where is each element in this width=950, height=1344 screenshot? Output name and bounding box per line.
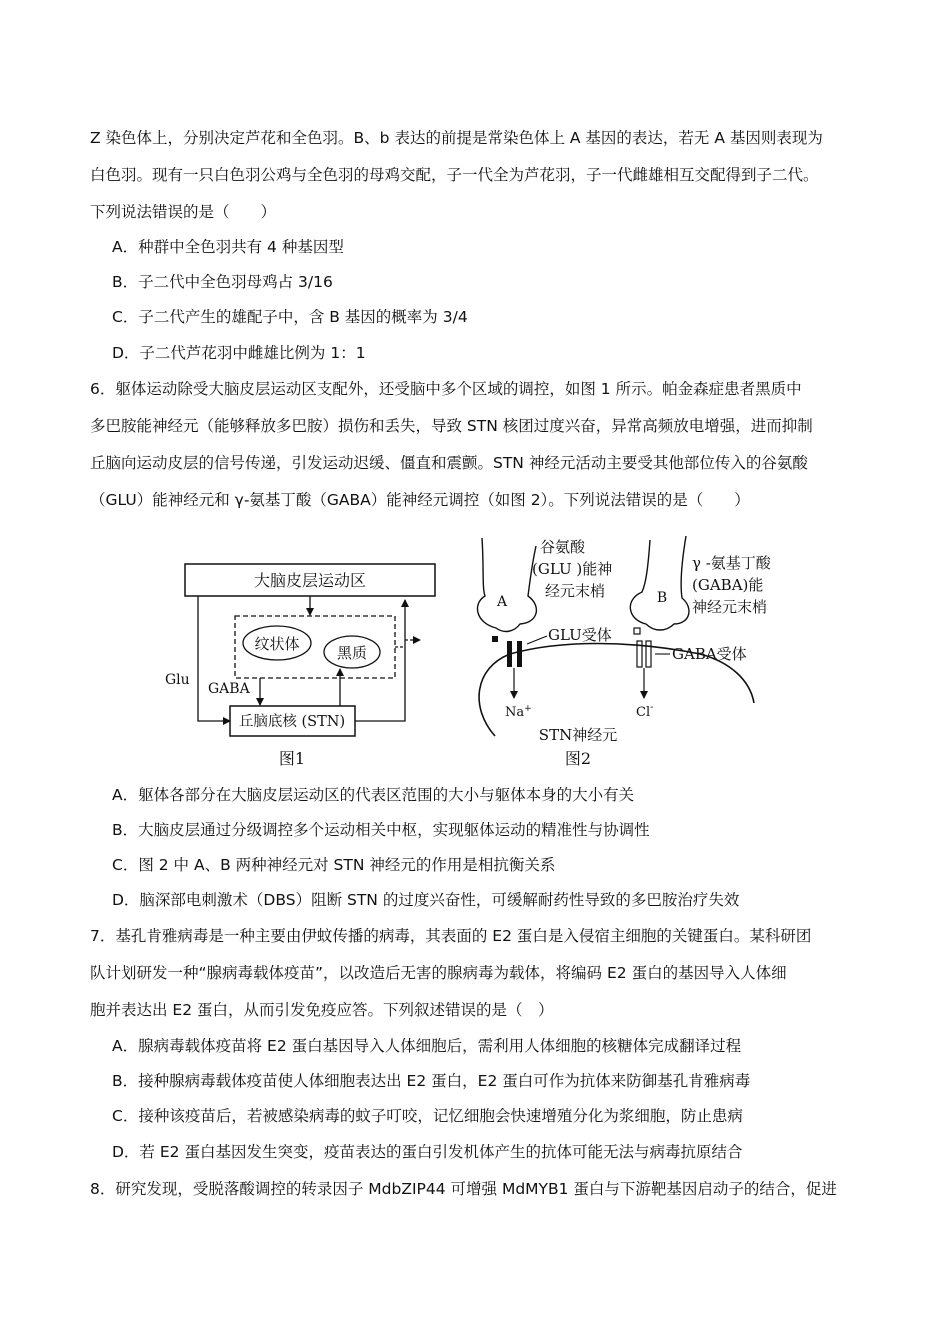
neuron-b-label: B — [656, 590, 668, 606]
q7-option-a: A．腺病毒载体疫苗将 E2 蛋白基因导入人体细胞后，需利用人体细胞的核糖体完成翻译过程 — [112, 1037, 742, 1055]
q5-option-c: C．子二代产生的雄配子中，含 B 基因的概率为 3/4 — [112, 308, 468, 326]
q7-option-d: D．若 E2 蛋白基因发生突变，疫苗表达的蛋白引发机体产生的抗体可能无法与病毒抗原结合 — [112, 1143, 743, 1161]
cl-label: Cl- — [636, 702, 654, 720]
glu-receptor-right — [517, 641, 522, 667]
figure-1-caption: 图1 — [278, 749, 306, 768]
q7-line2: 队计划研发一种“腺病毒载体疫苗”，以改造后无害的腺病毒为载体，将编码 E2 蛋白的基因导入人体细 — [90, 964, 787, 982]
q5-option-d: D．子二代芦花羽中雌雄比例为 1：1 — [112, 344, 366, 362]
q5-option-a: A．种群中全色羽共有 4 种基因型 — [112, 238, 344, 256]
q6-line2: 多巴胺能神经元（能够释放多巴胺）损伤和丢失，导致 STN 核团过度兴奋，异常高频放电增强，进而抑制 — [90, 417, 813, 435]
gaba-receptor-label: GABA受体 — [672, 645, 747, 663]
stn-label: 丘脑底核 (STN) — [238, 714, 346, 730]
glu-pathway-arrow — [198, 596, 230, 721]
glu-transmitter-dot — [492, 636, 498, 642]
q5-line3: 下列说法错误的是（ ） — [90, 203, 277, 221]
q6-option-d: D．脑深部电刺激术（DBS）阻断 STN 的过度兴奋性，可缓解耐药性导致的多巴胺治疗失效 — [112, 891, 740, 909]
figure-2-caption: 图2 — [564, 749, 592, 768]
q7-option-b: B．接种腺病毒载体疫苗使人体细胞表达出 E2 蛋白，E2 蛋白可作为抗体来防御基孔肯雅病毒 — [112, 1072, 751, 1090]
q6-line1: 6．躯体运动除受大脑皮层运动区支配外，还受脑中多个区域的调控，如图 1 所示。帕金森症患者黑质中 — [90, 380, 802, 398]
q5-line1: Z 染色体上，分别决定芦花和全色羽。B、b 表达的前提是常染色体上 A 基因的表达，若无 A 基因则表现为 — [90, 129, 823, 147]
stn-neuron-label: STN神经元 — [538, 726, 618, 744]
na-label: Na+ — [505, 704, 532, 720]
figure-neural-circuit — [160, 528, 780, 773]
q6-line3: 丘脑向运动皮层的信号传递，引发运动迟缓、僵直和震颤。STN 神经元活动主要受其他部位传入的谷氨酸 — [90, 454, 808, 472]
q6-option-b: B．大脑皮层通过分级调控多个运动相关中枢，实现躯体运动的精准性与协调性 — [112, 821, 650, 839]
gaba-neuron-label-1: γ -氨基丁酸 — [692, 554, 771, 572]
glu-neuron-label-1: 谷氨酸 — [540, 538, 586, 556]
q5-line2: 白色羽。现有一只白色羽公鸡与全色羽的母鸡交配，子一代全为芦花羽，子一代雌雄相互交配得到子二代。 — [90, 166, 819, 184]
striatum-label: 纹状体 — [254, 635, 300, 653]
q7-line1: 7．基孔肯雅病毒是一种主要由伊蚊传播的病毒，其表面的 E2 蛋白是入侵宿主细胞的关键蛋白。某科研团 — [90, 927, 812, 945]
neuron-a-label: A — [496, 594, 508, 610]
substantia-nigra-label: 黑质 — [336, 644, 368, 662]
gaba-receptor-right — [646, 641, 651, 667]
gaba-neuron-label-2: (GABA)能 — [692, 576, 764, 594]
q8-line1: 8．研究发现，受脱落酸调控的转录因子 MdbZIP44 可增强 MdMYB1 蛋白与下游靶基因启动子的结合，促进 — [90, 1180, 837, 1198]
glu-receptor-left — [507, 641, 512, 667]
q6-line4: （GLU）能神经元和 γ-氨基丁酸（GABA）能神经元调控（如图 2）。下列说法错误的是（ ） — [90, 491, 750, 509]
glu-neuron-label-2: (GLU )能神 — [532, 560, 613, 578]
q6-option-a: A．躯体各部分在大脑皮层运动区的代表区范围的大小与躯体本身的大小有关 — [112, 786, 635, 804]
gaba-label: GABA — [208, 681, 250, 697]
glu-receptor-pointer — [527, 636, 547, 644]
q6-option-c: C．图 2 中 A、B 两种神经元对 STN 神经元的作用是相抗衡关系 — [112, 856, 556, 874]
gaba-neuron-label-3: 神经元末梢 — [692, 598, 768, 616]
q7-option-c: C．接种该疫苗后，若被感染病毒的蚊子叮咬，记忆细胞会快速增殖分化为浆细胞，防止患病 — [112, 1107, 743, 1125]
gaba-neuron-terminal — [630, 536, 689, 630]
glu-receptor-label: GLU受体 — [548, 626, 612, 644]
glu-neuron-label-3: 经元末梢 — [545, 582, 606, 600]
q5-option-b: B．子二代中全色羽母鸡占 3/16 — [112, 273, 333, 291]
q7-line3: 胞并表达出 E2 蛋白，从而引发免疫应答。下列叙述错误的是（ ） — [90, 1001, 554, 1019]
cortex-label: 大脑皮层运动区 — [253, 571, 367, 590]
figure-2 — [477, 536, 771, 768]
glu-label: Glu — [165, 672, 190, 688]
gaba-transmitter-dot — [634, 628, 640, 634]
glu-neuron-terminal — [477, 538, 536, 631]
figure-1 — [165, 564, 435, 768]
